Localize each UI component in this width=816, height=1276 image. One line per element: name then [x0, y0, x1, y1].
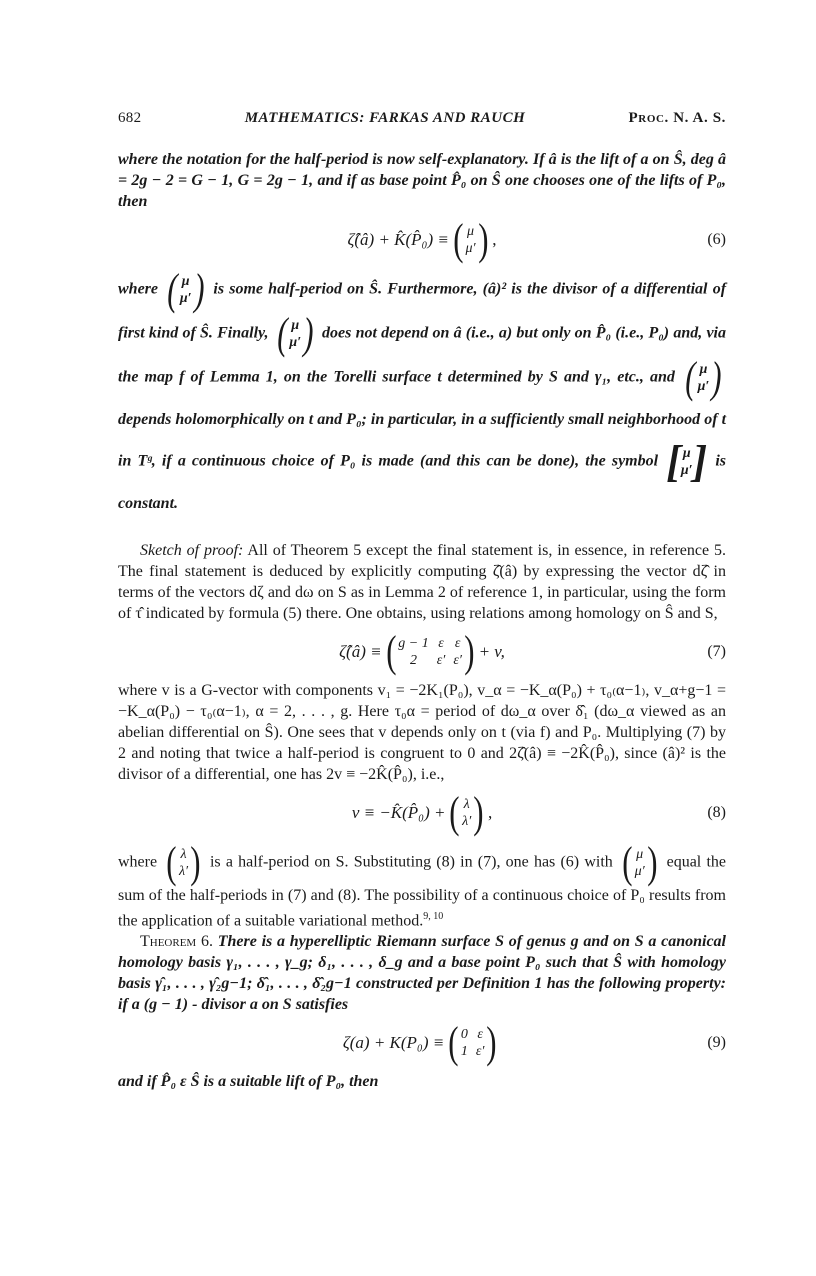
matrix-entry: μ′: [465, 241, 476, 256]
matrix-entry: 1: [460, 1044, 468, 1060]
equation-7: [118, 624, 726, 680]
closing-line: and if P̂₀ ε Ŝ is a suitable lift of P₀, then: [118, 1073, 379, 1091]
equation-7-lhs: ζ̂(â) ≡: [339, 642, 382, 661]
running-title: MATHEMATICS: FARKAS AND RAUCH: [244, 110, 526, 126]
matrix-entry: ε′: [453, 653, 462, 668]
half-period-matrix: ( μ μ′ ): [167, 265, 205, 314]
matrix-entry: μ: [467, 224, 475, 239]
equation-9-matrix: ( 0 ε 1 ε′ ): [448, 1018, 497, 1068]
matrix-entry: ε: [454, 636, 461, 651]
equation-7-rhs: + v,: [478, 642, 505, 661]
equation-8: v ≡ −K̂(P̂₀) + ( λ λ′ ) , (8): [351, 788, 726, 837]
equation-7-number: (7): [707, 643, 726, 660]
equation-9-lhs: ζ(a) + K(P₀) ≡: [342, 1033, 445, 1053]
equation-6-matrix: ( μ μ′ ): [453, 215, 489, 264]
theorem-6-paragraph: Theorem 6. There is a hyperelliptic Riemann surface S of genus g and on S a canonical homology basis γ₁, . . . , γ_g; δ₁, . . . , δ_g and a base point P₀ such that Ŝ with homology basis γ̂₁, . . . , γ̂₂g−1; δ̂₁, . . . , δ̂₂g−1 constructed per Definition 1 has the following property: if a (g − 1) - divisor a on S satisfies: [118, 933, 727, 1014]
mu-matrix: ( μ μ′ ): [622, 838, 658, 887]
proof-paragraph-1: Sketch of proof: All of Theorem 5 except the final statement is, in essence, in reference 5. The final statement is deduced by explicitly computing ζ̂(â) by expressing the vector dζ̂ in terms of the vectors dζ and dω on S as in Lemma 2 of reference 1, in particular, using the form of τ̂ indicated by formula (5) there. One obtains, using relations among homology on Ŝ and S,: [118, 542, 726, 622]
equation-8-number: (8): [707, 804, 726, 821]
reference-marks: 9, 10: [423, 911, 444, 922]
matrix-entry: ε′: [475, 1044, 485, 1060]
half-period-matrix: ( μ μ′ ): [685, 353, 722, 402]
equation-6: ζ̂(â) + K̂(P̂₀) ≡ ( μ μ′ ) , (6): [347, 215, 726, 264]
matrix-entry: ε: [438, 636, 444, 651]
equation-8-matrix: ( λ λ′ ): [449, 788, 484, 837]
half-period-matrix: ( μ μ′ ): [276, 309, 314, 358]
intro-paragraph: where the notation for the half-period is now self-explanatory. If â is the lift of a on Ŝ, deg â = 2g − 2 = G − 1, G = 2g − 1, and if as base point P̂₀ on Ŝ one chooses one of the lifts of P₀, then: [118, 151, 726, 210]
equation-6-lhs: ζ̂(â) + K̂(P̂₀) ≡: [347, 230, 449, 249]
matrix-entry: λ: [463, 797, 470, 812]
symbol-bracket-matrix: [ μ μ′ ]: [666, 437, 708, 486]
matrix-entry: 0: [460, 1027, 468, 1043]
equation-9: [118, 1015, 726, 1071]
matrix-entry: ε: [477, 1027, 483, 1043]
running-header: [118, 110, 726, 127]
matrix-entry: g − 1: [398, 636, 429, 651]
equation-8-lhs: v ≡ −K̂(P̂₀) +: [351, 803, 446, 822]
lambda-matrix: ( λ λ′ ): [166, 838, 201, 887]
matrix-entry: λ′: [462, 814, 472, 829]
proof-label: Sketch of proof:: [140, 542, 244, 559]
proof-paragraph-2: where v is a G-vector with components v₁ = −2K₁(P₀), v_α = −K_α(P₀) + τ₀₍α−1₎, v_α+g−1 = −K_α(P₀) − τ₀₍α−1₎, α = 2, . . . , g. Here τ₀α = period of dω_α over δ̂₁ (dω_α viewed as an abelian differential on Ŝ). One sees that v depends only on t (via f) and P₀. Multiplying (7) by 2 and noting that twice a half-period is congruent to 0 and 2ζ̂(â) ≡ −2K̂(P̂₀), since (â)² is the divisor of a differential, one has 2v ≡ −2K̂(P̂₀), i.e.,: [118, 682, 726, 783]
page-number: 682: [118, 110, 142, 126]
journal-name: Proc. N. A. S.: [628, 110, 726, 126]
matrix-entry: ε′: [436, 653, 446, 668]
proof-paragraph-3: where ( λ λ′ ) is a half-period on S. Substituting (8) in (7), one has (6) with ( μ μ′ ) equal the sum of the half-periods in (7) and (8). The possibility of a continuous choice of P₀ results from the application of a suitable variational method.$^{9, 10}$: [118, 838, 726, 930]
theorem-continuation: where ( μ μ′ ) is some half-period on Ŝ. Furthermore, (â)² is the divisor of a differential of first kind of Ŝ. Finally, ( μ μ′ ) does not depend on â (i.e., a) but only on P̂₀ (i.e., P₀) and, via the map f of Lemma 1, on the Torelli surface t determined by S and γ₁, etc., and ( μ μ′ ) depends holomorphically on t and P₀; in particular, in a sufficiently small neighborhood of t in Tᵍ, if a continuous choice of P₀ is made (and this can be done), the symbol [ μ μ′ ] is constant.: [118, 265, 727, 512]
page: [118, 110, 726, 1092]
equation-7-matrix: ( g − 1 ε ε 2 ε′ ε′ ): [385, 627, 475, 676]
matrix-entry: 2: [409, 653, 417, 668]
equation-6-number: (6): [707, 231, 726, 248]
theorem-6-label: Theorem 6.: [140, 933, 213, 951]
equation-9-number: (9): [707, 1034, 726, 1052]
